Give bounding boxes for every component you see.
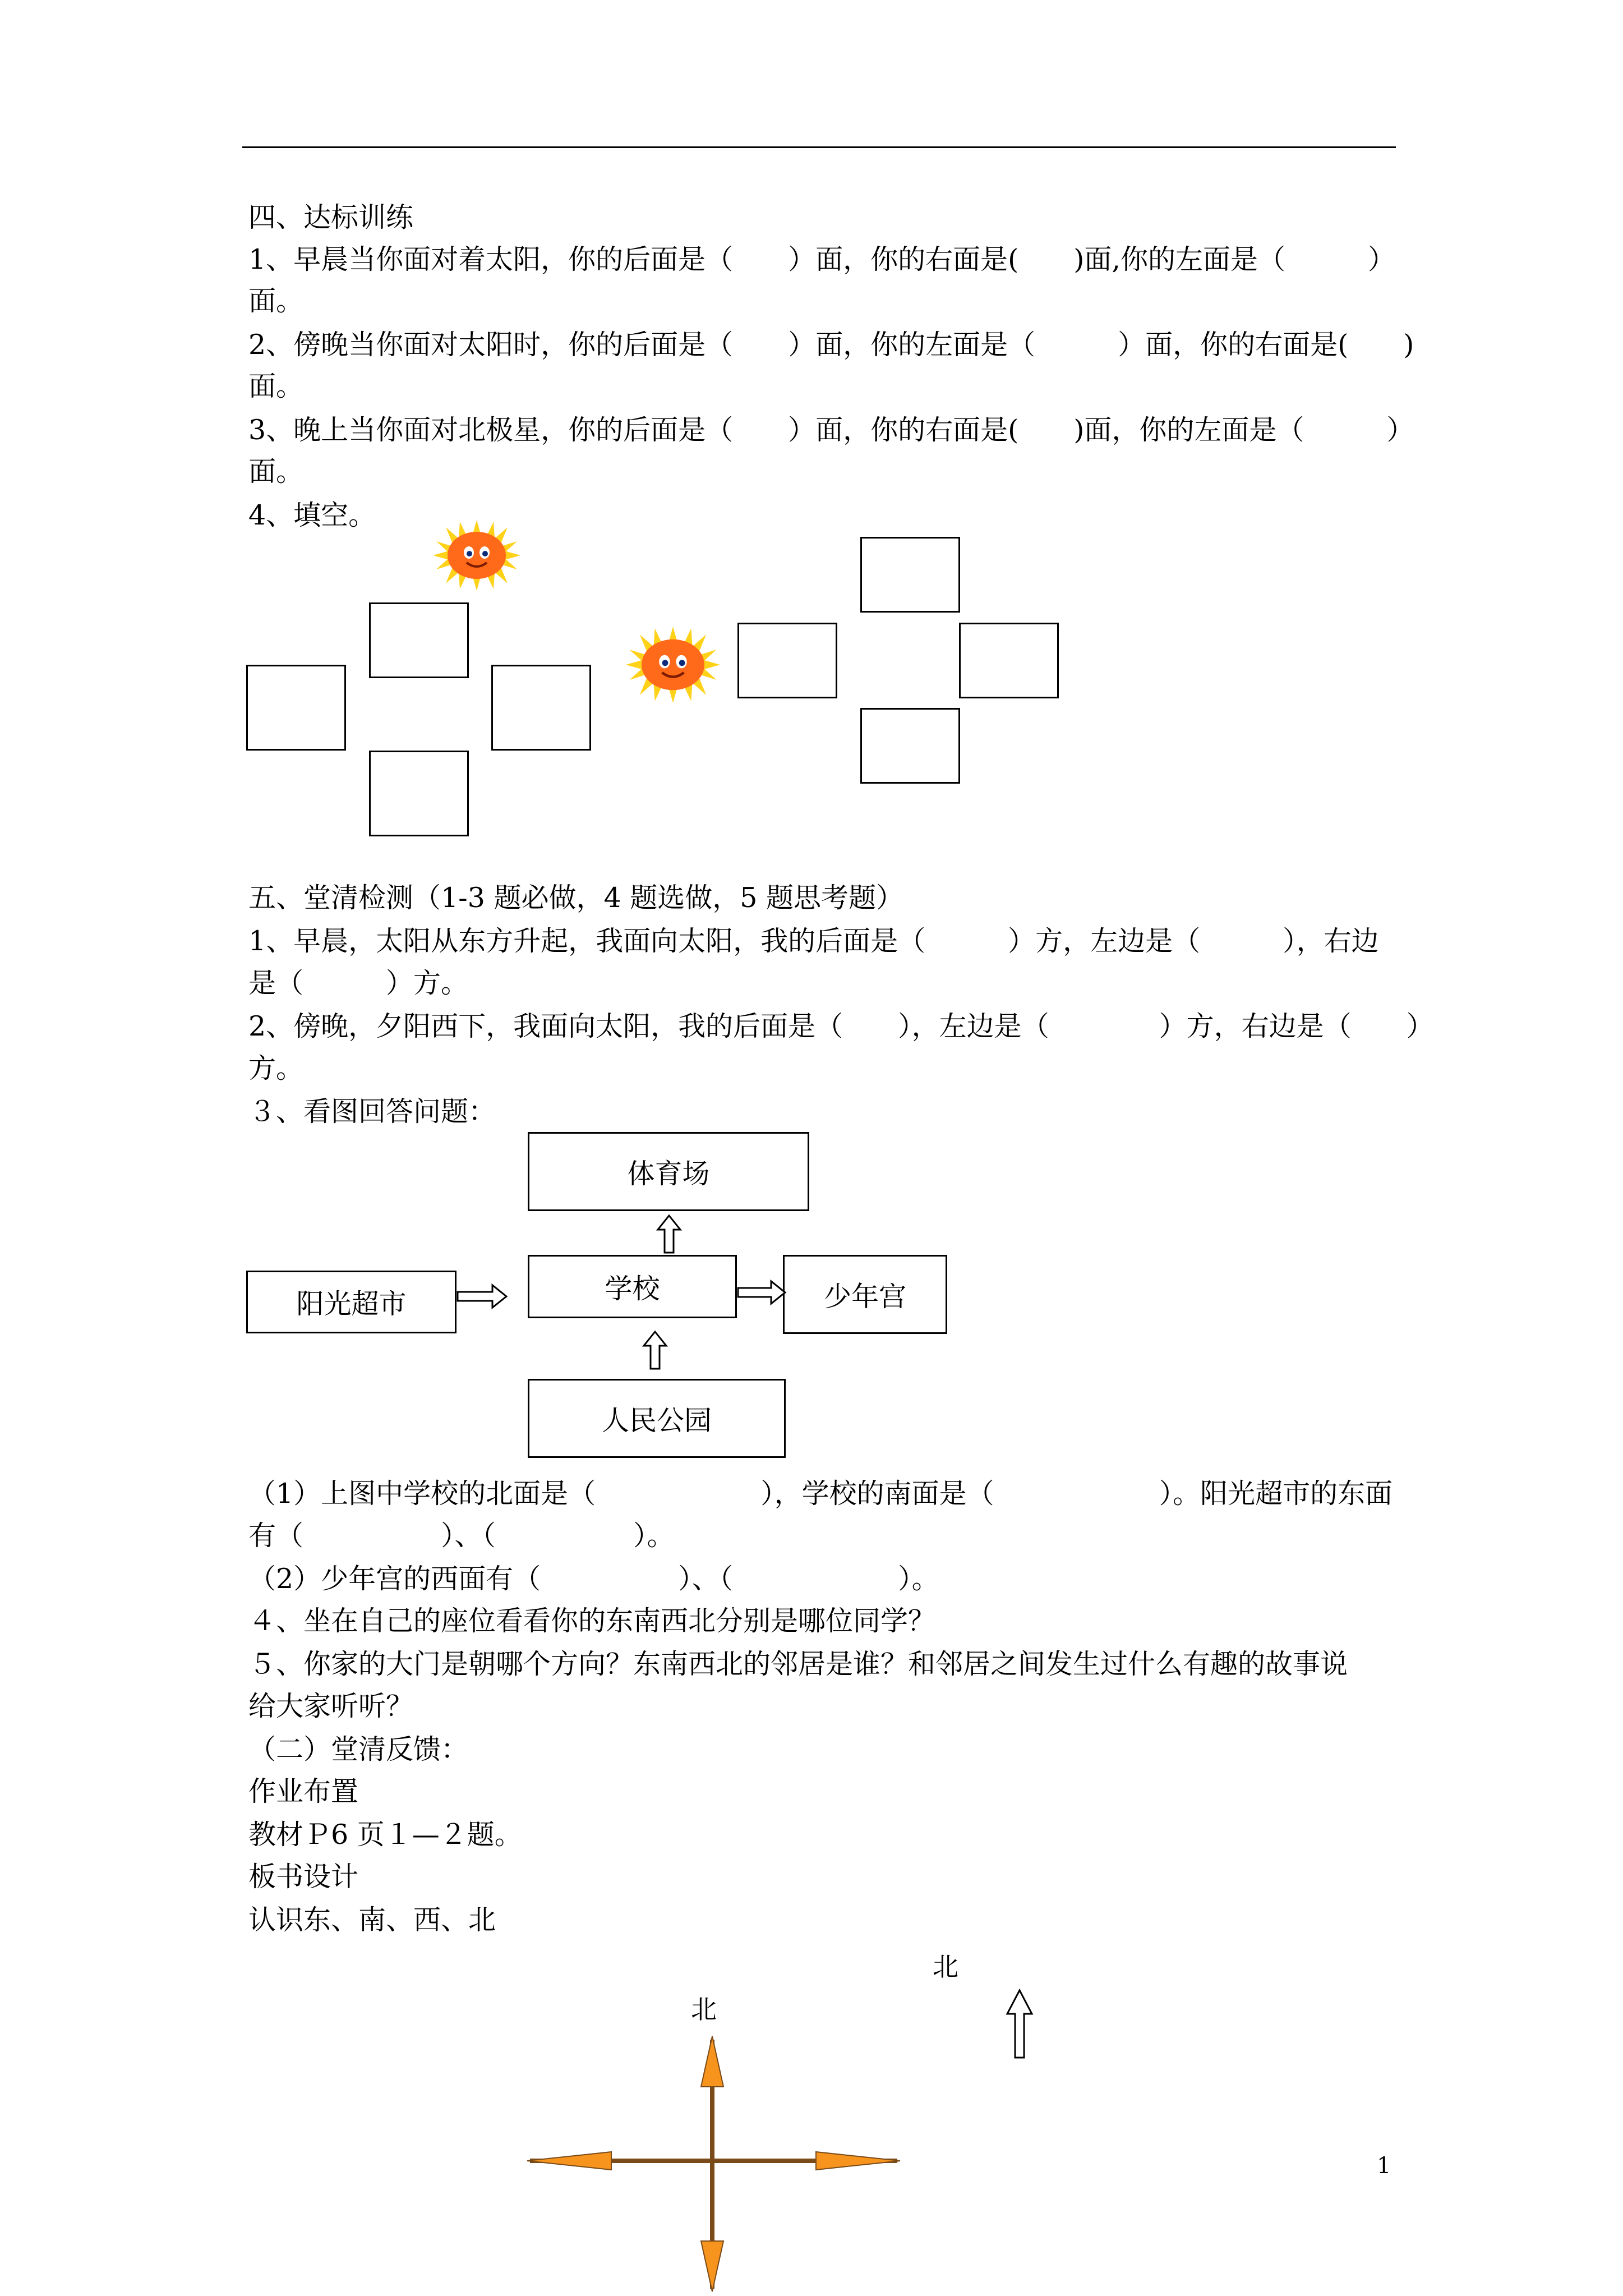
question-5-1-line-2: 是（ ）方。	[248, 967, 469, 999]
question-5-2-line-1: 2、傍晚，夕阳西下，我面向太阳，我的后面是（ ），左边是（ ）方，右边是（ ）	[248, 1010, 1434, 1042]
north-label-compass: 北	[691, 1994, 717, 2024]
page-number: 1	[1377, 2153, 1391, 2179]
compass-arrows	[527, 2036, 900, 2292]
arrow-up-north	[1007, 1990, 1032, 2058]
map-supermarket: 阳光超市	[246, 1271, 457, 1333]
section-4-title: 四、达标训练	[248, 201, 414, 233]
question-5-4: ４、坐在自己的座位看看你的东南西北分别是哪位同学？	[248, 1605, 936, 1637]
question-5-3: ３、看图回答问题：	[248, 1096, 496, 1128]
section-5-title: 五、堂清检测（1-3 题必做，4 题选做，5 题思考题）	[248, 882, 903, 914]
feedback-heading: （二）堂清反馈：	[248, 1733, 469, 1765]
north-label-right: 北	[933, 1952, 958, 1982]
question-4-2-line-2: 面。	[248, 370, 304, 402]
board-design-topic: 认识东、南、西、北	[248, 1904, 496, 1936]
question-4-1-line-1: 1、早晨当你面对着太阳，你的后面是（ ）面，你的右面是( )面,你的左面是（ ）	[248, 243, 1395, 275]
map-park: 人民公园	[528, 1379, 786, 1458]
map-school: 学校	[528, 1255, 737, 1318]
question-5-5-line-1: ５、你家的大门是朝哪个方向？东南西北的邻居是谁？和邻居之间发生过什么有趣的故事说	[248, 1648, 1348, 1680]
question-5-3-sub-1-line-1: （1）上图中学校的北面是（ ），学校的南面是（ ）。阳光超市的东面	[248, 1478, 1393, 1510]
arrow-right-supermarket	[458, 1285, 506, 1308]
map-stadium: 体育场	[528, 1132, 809, 1211]
question-5-1-line-1: 1、早晨，太阳从东方升起，我面向太阳，我的后面是（ ）方，左边是（ ），右边	[248, 925, 1379, 957]
question-5-2-line-2: 方。	[248, 1052, 304, 1084]
homework-heading: 作业布置	[248, 1775, 359, 1807]
board-design-heading: 板书设计	[248, 1861, 359, 1893]
question-4-4: 4、填空。	[248, 499, 376, 531]
question-4-1-line-2: 面。	[248, 285, 304, 317]
question-5-3-sub-2: （2）少年宫的西面有（ ）、（ ）。	[248, 1563, 939, 1595]
question-5-5-line-2: 给大家听听？	[248, 1690, 414, 1722]
question-4-3-line-1: 3、晚上当你面对北极星，你的后面是（ ）面，你的右面是( )面，你的左面是（ ）	[248, 414, 1414, 446]
map-youth-palace: 少年宫	[783, 1255, 947, 1334]
arrow-right-school	[738, 1281, 785, 1304]
arrow-up-stadium	[658, 1216, 680, 1253]
arrow-up-park	[644, 1332, 666, 1369]
question-4-2-line-1: 2、傍晚当你面对太阳时，你的后面是（ ）面，你的左面是（ ）面，你的右面是( )	[248, 329, 1414, 361]
question-4-3-line-2: 面。	[248, 455, 304, 487]
homework-text: 教材Ｐ6 页１—２题。	[248, 1819, 522, 1851]
question-5-3-sub-1-line-2: 有（ ）、（ ）。	[248, 1520, 675, 1552]
